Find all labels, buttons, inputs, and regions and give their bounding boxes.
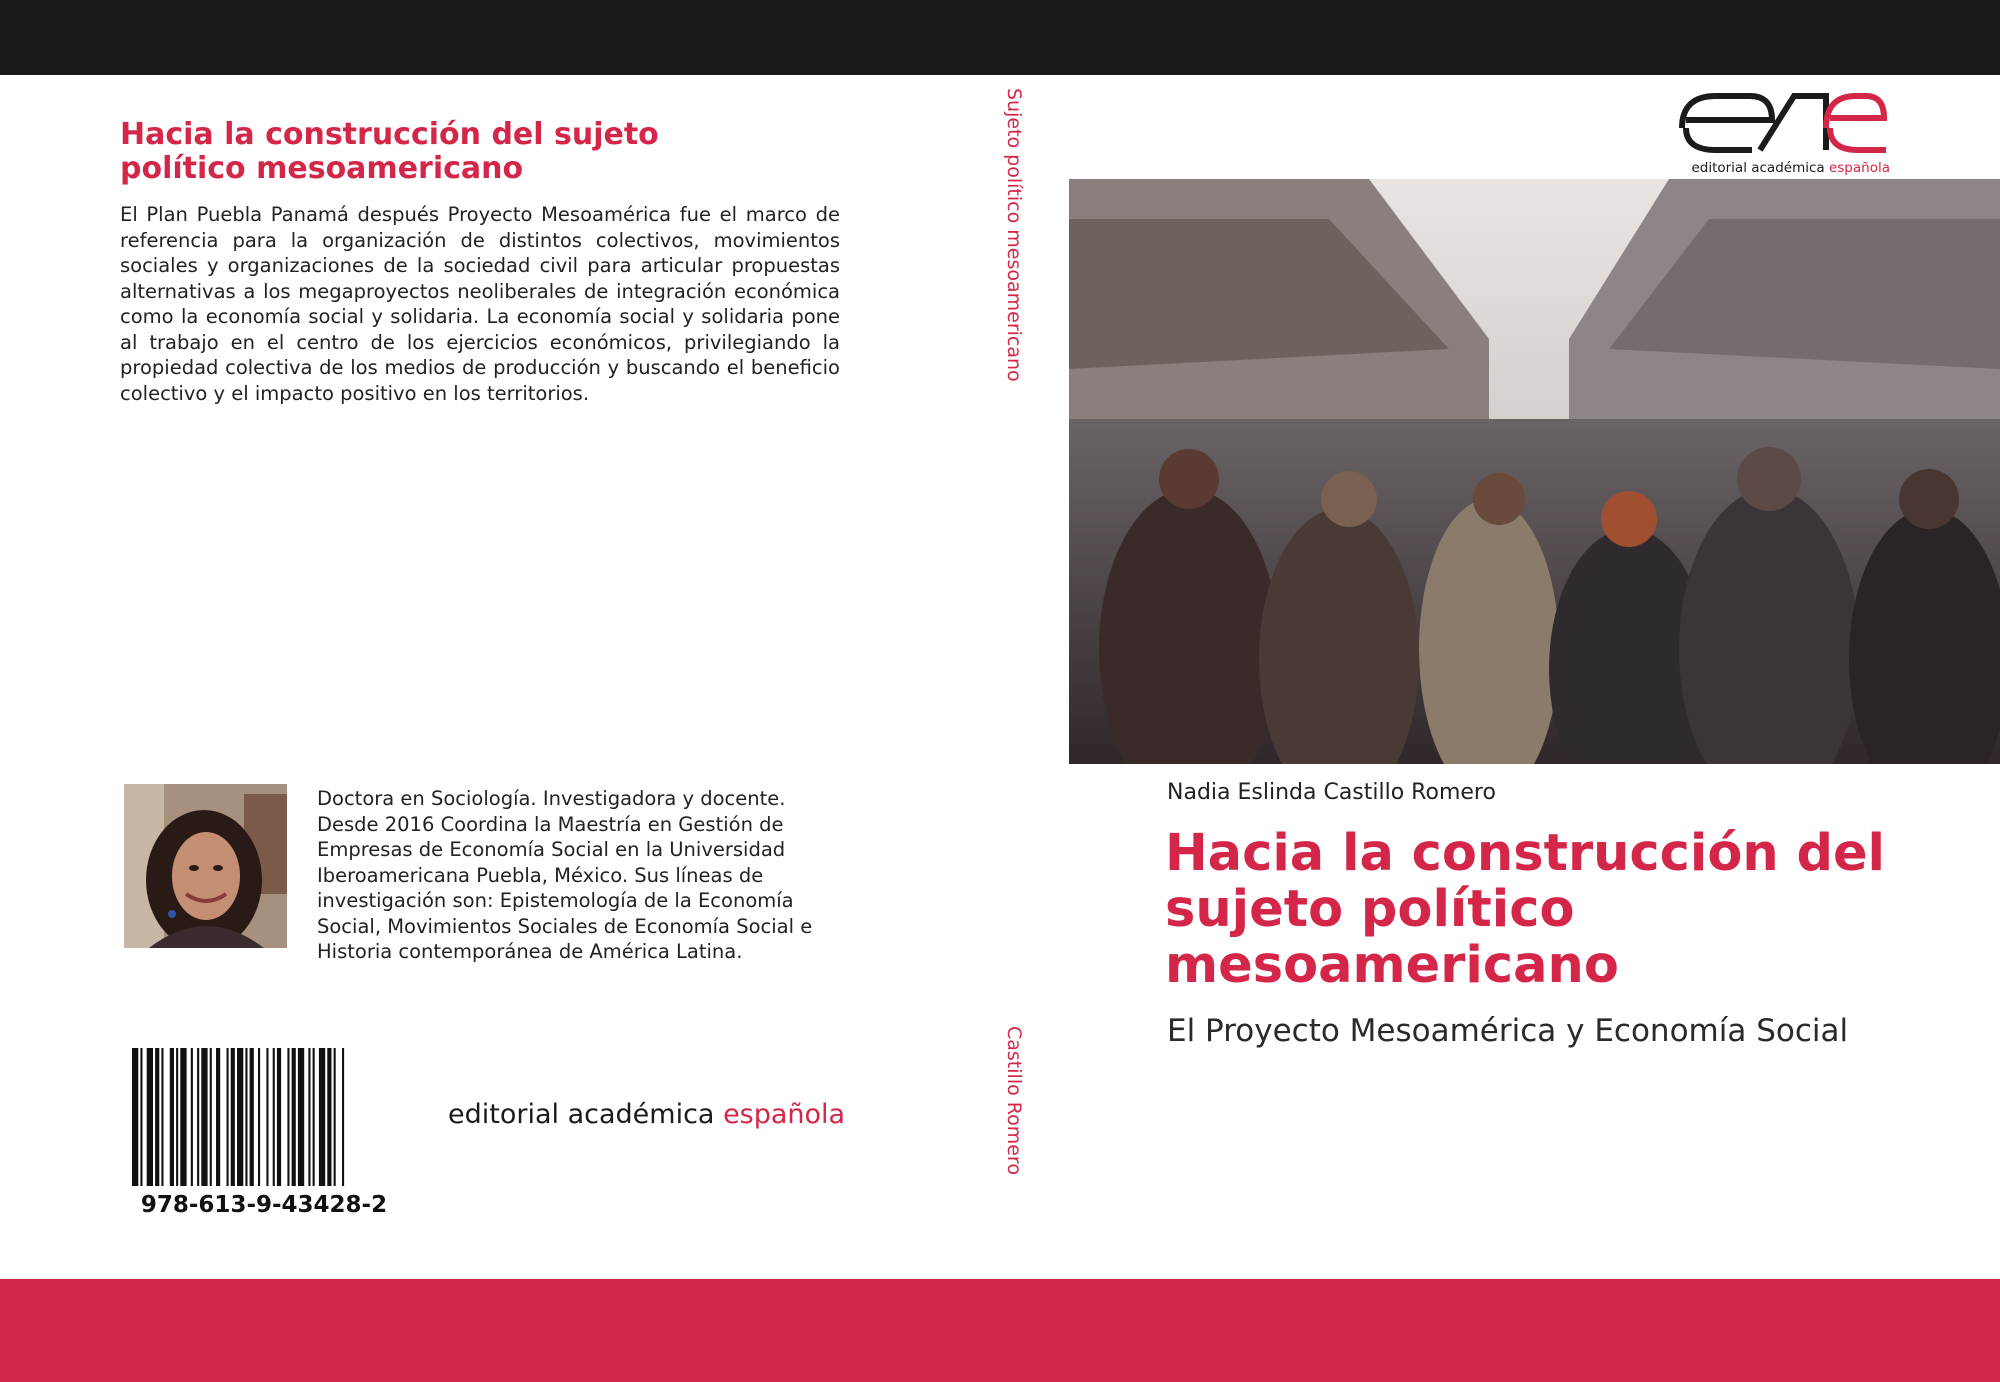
barcode-bar [155,1048,159,1186]
logo-caption-accent: española [1828,160,1890,176]
barcode-bar [176,1048,178,1186]
back-publisher-name [448,1099,845,1130]
barcode-bar [327,1048,331,1186]
barcode-bar [216,1048,220,1186]
logo-caption-main: editorial académica [1691,160,1829,176]
spine-author: Castillo Romero [1003,1026,1025,1175]
barcode-bar [140,1048,142,1186]
barcode-bar [287,1048,289,1186]
barcode-bar [227,1048,229,1186]
back-cover-blurb: El Plan Puebla Panamá después Proyecto Mesoamérica fue el marco de referencia para la organización de distintos colectivos, movimientos sociales y organizaciones de la sociedad civil para articular propuestas alternativas a los megaproyectos neoliberales de integración económica como la economía social y solidaria. La economía social y solidaria pone al trabajo en el centro de los ejercicios económicos, privilegiando la propiedad colectiva de los medios de producción y buscando el beneficio colectivo y el impacto positivo en los territorios. [120,203,840,405]
barcode-bar [334,1048,336,1186]
barcode-bar [298,1048,304,1186]
top-band [0,0,2000,75]
barcode-bar [308,1048,310,1186]
barcode-bar [266,1048,268,1186]
back-publisher-main: editorial académica [448,1099,724,1130]
barcode-bar [258,1048,260,1186]
cover-photo-crowd-street [1069,179,2000,764]
barcode-bar [245,1048,247,1186]
back-publisher-accent: española [723,1099,846,1130]
barcode-bar [292,1048,296,1186]
back-cover-title: Hacia la construcción del sujeto político mesoamericano [120,117,659,186]
spine-title: Sujeto político mesoamericano [1003,88,1025,382]
barcode-bar [313,1048,315,1186]
barcode-bar [342,1048,344,1186]
barcode-bar [250,1048,254,1186]
barcode-bar [237,1048,243,1186]
barcode-bar [277,1048,281,1186]
barcode-bar [180,1048,186,1186]
barcode-bar [191,1048,193,1186]
front-cover-title: Hacia la construcción del sujeto político mesoamericano [1165,824,1886,995]
barcode-bar [197,1048,199,1186]
front-cover-subtitle: El Proyecto Mesoamérica y Economía Social [1167,1013,1849,1049]
barcode-bar [132,1048,138,1186]
barcode-bar [147,1048,153,1186]
barcode-bar [319,1048,325,1186]
barcode-bar [170,1048,174,1186]
barcode-bar [273,1048,275,1186]
barcode [132,1048,396,1186]
author-bio: Doctora en Sociología. Investigadora y docente. Desde 2016 Coordina la Maestría en Gestión de Empresas de Economía Social en la Universidad Iberoamericana Puebla, México. Sus líneas de investigación son: Epistemología de la Economía Social, Movimientos Sociales de Economía Social e Historia contemporánea de América Latina. [317,787,813,963]
barcode-bar [161,1048,163,1186]
bottom-band [0,1279,2000,1382]
author-photo [124,784,287,948]
isbn-number: 978-613-9-43428-2 [140,1192,388,1218]
barcode-bar [201,1048,207,1186]
logo-caption [1680,160,1890,176]
front-author-name: Nadia Eslinda Castillo Romero [1167,780,1496,805]
barcode-bar [231,1048,235,1186]
barcode-bar [210,1048,212,1186]
